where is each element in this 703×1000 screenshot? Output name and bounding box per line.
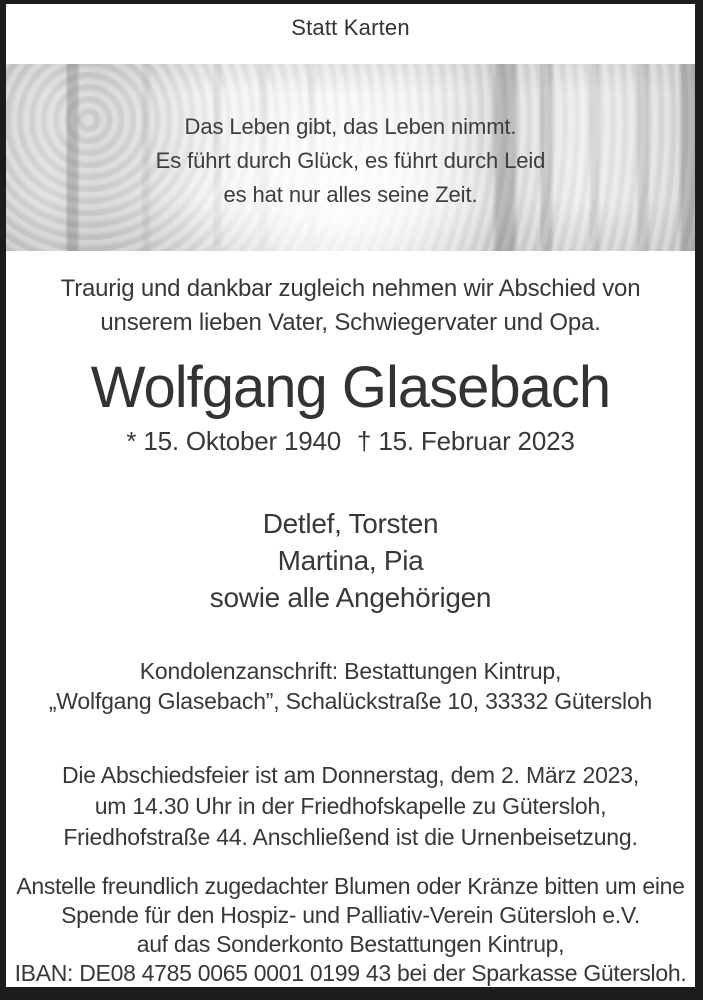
donation-line-1: Anstelle freundlich zugedachter Blumen oder Kränze bitten um eine	[16, 873, 685, 899]
donation-line-3: auf das Sonderkonto Bestattungen Kintrup,	[136, 931, 565, 957]
forest-path-photo	[6, 64, 695, 251]
intro-line-1: Traurig und dankbar zugleich nehmen wir Abschied von	[60, 275, 641, 302]
ceremony-info	[6, 760, 695, 853]
poem-line-1: Das Leben gibt, das Leben nimmt.	[184, 114, 517, 139]
memorial-poem	[6, 64, 695, 212]
condolence-line-1: Kondolenzanschrift: Bestattungen Kintrup,	[139, 658, 562, 684]
condolence-line-2: „Wolfgang Glasebach”, Schalückstraße 10, 33332 Gütersloh	[48, 688, 653, 714]
mourner-line-1: Detlef, Torsten	[262, 508, 439, 539]
statt-karten-label: Statt Karten	[291, 15, 410, 40]
donation-line-4: IBAN: DE08 4785 0065 0001 0199 43 bei der Sparkasse Gütersloh.	[14, 960, 687, 986]
poem-line-2: Es führt durch Glück, es führt durch Leid	[155, 148, 546, 173]
deceased-name: Wolfgang Glasebach	[90, 355, 611, 420]
death-date: † 15. Februar 2023	[357, 426, 575, 456]
poem-line-3: es hat nur alles seine Zeit.	[223, 182, 478, 207]
mourners-list	[6, 505, 695, 616]
life-dates	[6, 426, 695, 457]
condolence-address	[6, 656, 695, 716]
intro-line-2: unserem lieben Vater, Schwiegervater und Opa.	[100, 309, 601, 336]
mourner-line-2: Martina, Pia	[277, 545, 424, 576]
birth-date: * 15. Oktober 1940	[126, 426, 342, 456]
intro-text	[6, 272, 695, 340]
ceremony-line-1: Die Abschiedsfeier ist am Donnerstag, dem 2. März 2023,	[61, 762, 640, 788]
donation-line-2: Spende für den Hospiz- und Palliativ-Verein Gütersloh e.V.	[61, 902, 640, 928]
ceremony-line-2: um 14.30 Uhr in der Friedhofskapelle zu Gütersloh,	[94, 793, 607, 819]
mourner-line-3: sowie alle Angehörigen	[209, 582, 492, 613]
ceremony-line-3: Friedhofstraße 44. Anschließend ist die Urnenbeisetzung.	[63, 824, 638, 850]
donation-info	[6, 872, 695, 988]
